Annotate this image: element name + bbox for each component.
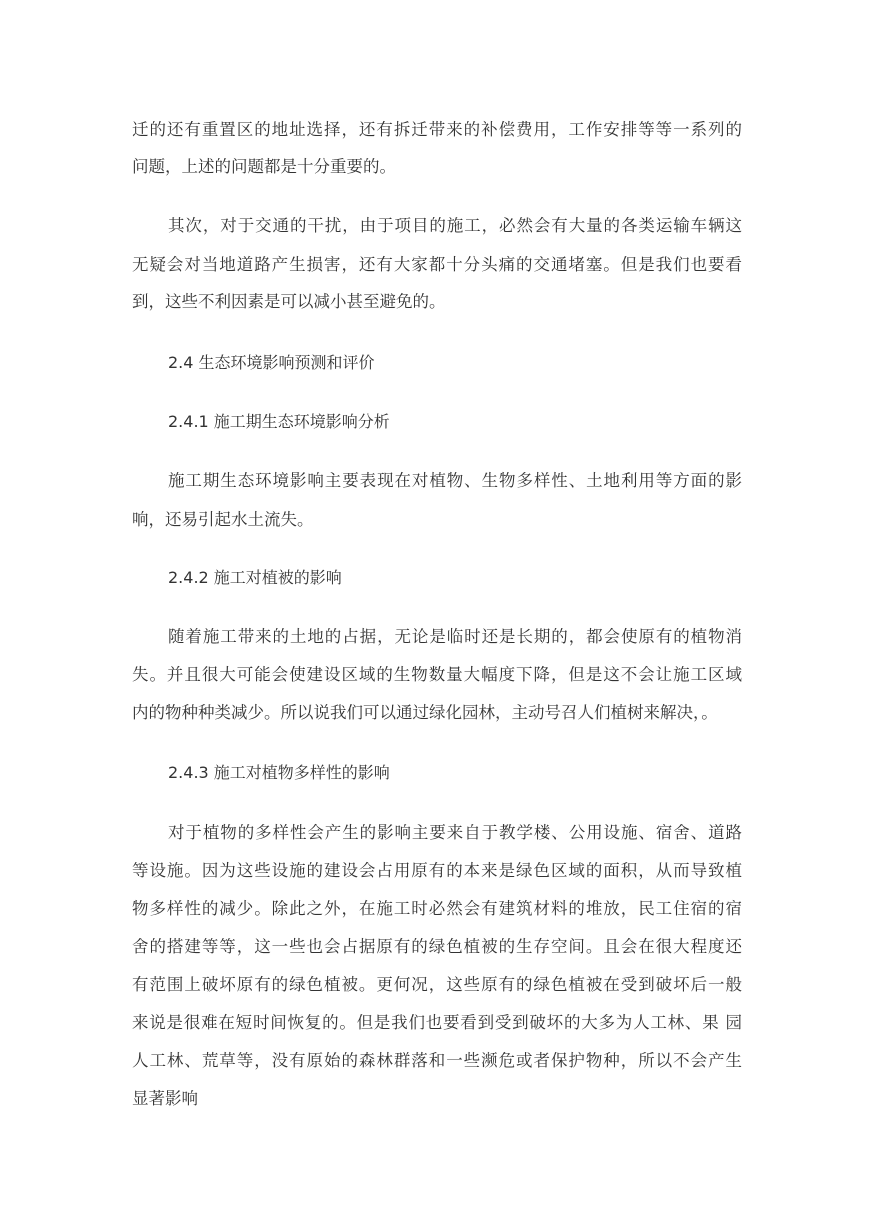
section-2-4-3-line-5: 有范围上破坏原有的绿色植被。更何况，这些原有的绿色植被在受到破坏后一般 (132, 975, 742, 994)
section-2-4-3-line-3: 物多样性的减少。除此之外，在施工时必然会有建筑材料的堆放，民工住宿的宿 (132, 899, 742, 918)
section-2-4-2-heading: 2.4.2 施工对植被的影响 (168, 568, 342, 587)
traffic-line-2: 无疑会对当地道路产生损害，还有大家都十分头痛的交通堵塞。但是我们也要看 (132, 255, 742, 274)
section-2-4-3-heading: 2.4.3 施工对植物多样性的影响 (168, 763, 390, 782)
section-2-4-3-line-7: 人工林、荒草等，没有原始的森林群落和一些濒危或者保护物种，所以不会产生 (132, 1051, 742, 1070)
section-2-4-2-line-2: 失。并且很大可能会使建设区域的生物数量大幅度下降，但是这不会让施工区域 (132, 665, 742, 684)
section-2-4-2-line-3: 内的物种种类减少。所以说我们可以通过绿化园林，主动号召人们植树来解决，。 (132, 703, 718, 722)
traffic-line-3: 到，这些不利因素是可以减小甚至避免的。 (132, 292, 446, 311)
section-2-4-2-line-1: 随着施工带来的土地的占据，无论是临时还是长期的，都会使原有的植物消 (168, 627, 742, 646)
section-2-4-1-line-2: 响，还易引起水土流失。 (132, 510, 314, 529)
section-2-4-1-heading: 2.4.1 施工期生态环境影响分析 (168, 412, 390, 431)
section-2-4-3-line-6: 来说是很难在短时间恢复的。但是我们也要看到受到破坏的大多为人工林、果 园 (132, 1013, 742, 1032)
section-2-4-3-line-8: 显著影响 (132, 1089, 198, 1108)
section-2-4-heading: 2.4 生态环境影响预测和评价 (168, 353, 375, 372)
traffic-line-1: 其次，对于交通的干扰，由于项目的施工，必然会有大量的各类运输车辆这 (168, 216, 742, 235)
intro-line-2: 问题，上述的问题都是十分重要的。 (132, 157, 396, 176)
section-2-4-3-line-4: 舍的搭建等等，这一些也会占据原有的绿色植被的生存空间。且会在很大程度还 (132, 937, 742, 956)
section-2-4-3-line-2: 等设施。因为这些设施的建设会占用原有的本来是绿色区域的面积，从而导致植 (132, 861, 742, 880)
section-2-4-1-line-1: 施工期生态环境影响主要表现在对植物、生物多样性、土地利用等方面的影 (168, 471, 742, 490)
intro-line-1: 迁的还有重置区的地址选择，还有拆迁带来的补偿费用，工作安排等等一系列的 (132, 120, 742, 139)
section-2-4-3-line-1: 对于植物的多样性会产生的影响主要来自于教学楼、公用设施、宿舍、道路 (168, 823, 742, 842)
